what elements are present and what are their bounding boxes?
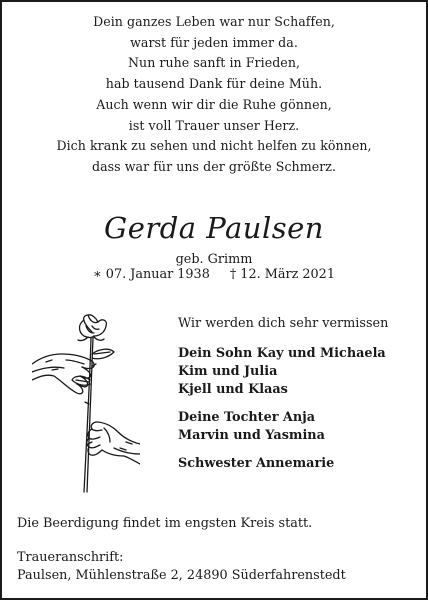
- poem-line: warst für jeden immer da.: [130, 34, 298, 50]
- mourning-address: [17, 549, 346, 585]
- mourner-group-daughter: [178, 409, 388, 445]
- mourner-line: Schwester Annemarie: [178, 456, 335, 471]
- mourners-intro: Wir werden dich sehr vermissen: [178, 316, 389, 331]
- deceased-name: Gerda Paulsen: [104, 211, 324, 245]
- poem-line: Dich krank zu sehen und nicht helfen zu können,: [56, 138, 372, 154]
- hands-holding-rose-icon: [32, 314, 140, 494]
- mourner-line: Kjell und Klaas: [178, 382, 288, 397]
- life-dates: [2, 266, 426, 284]
- mourner-line: Marvin und Yasmina: [178, 428, 325, 443]
- mourners-list: [178, 315, 388, 483]
- poem-line: Dein ganzes Leben war nur Schaffen,: [93, 14, 335, 29]
- mourner-group-son: [178, 345, 388, 399]
- mourner-line: Kim und Julia: [178, 364, 278, 379]
- poem-line: Auch wenn wir dir die Ruhe gönnen,: [96, 96, 332, 112]
- death-date: † 12. März 2021: [229, 267, 335, 282]
- memorial-poem: [2, 12, 426, 178]
- mourner-group-sister: [178, 455, 388, 473]
- address-label: Traueranschrift:: [17, 550, 124, 565]
- poem-line: Nun ruhe sanft in Frieden,: [127, 55, 301, 71]
- birth-name: geb. Grimm: [175, 252, 253, 267]
- poem-line: ist voll Trauer unser Herz.: [128, 117, 300, 133]
- poem-line: dass war für uns der größte Schmerz.: [91, 158, 337, 174]
- address-line: Paulsen, Mühlenstraße 2, 24890 Süderfahrenstedt: [17, 568, 346, 583]
- birth-date: ∗ 07. Januar 1938: [93, 267, 210, 282]
- funeral-note: Die Beerdigung findet im engsten Kreis statt.: [17, 516, 313, 531]
- poem-line: hab tausend Dank für deine Müh.: [105, 76, 323, 92]
- mourner-line: Deine Tochter Anja: [178, 410, 316, 425]
- mourner-line: Dein Sohn Kay und Michaela: [178, 346, 386, 361]
